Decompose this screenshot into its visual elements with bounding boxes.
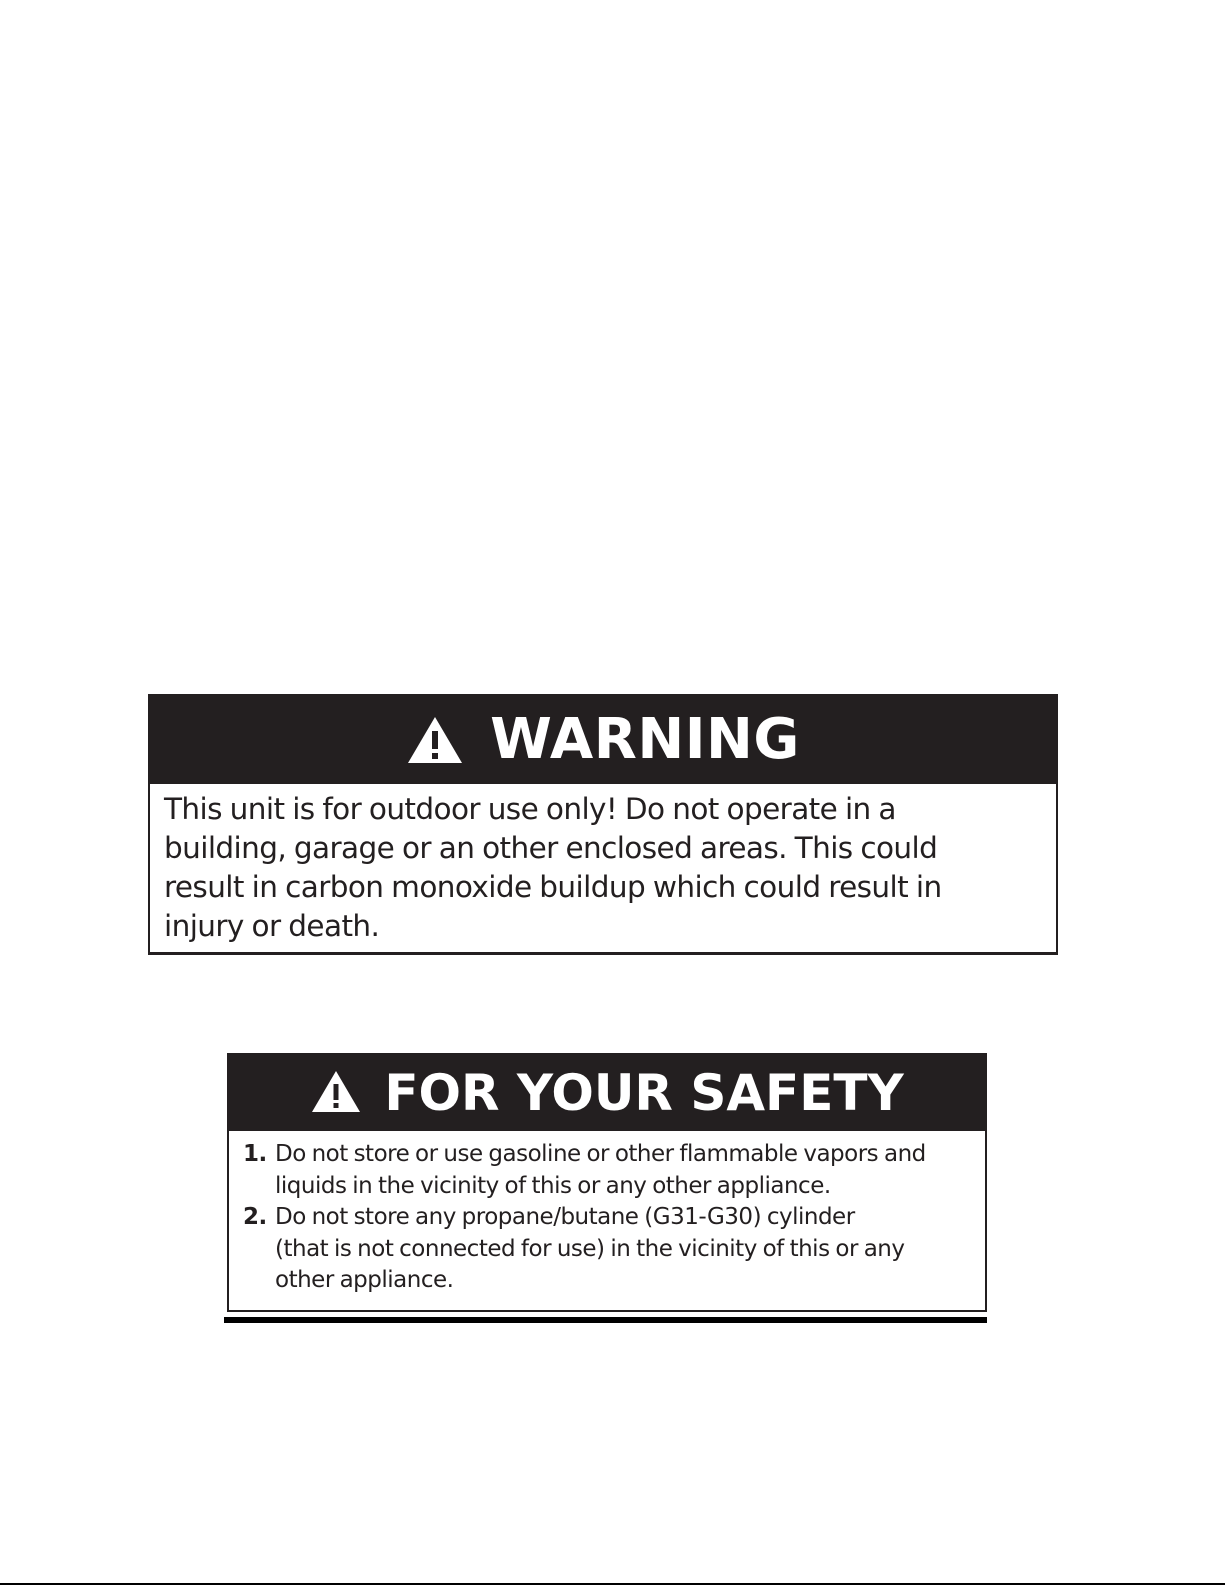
item-line: Do not store any propane/butane (G31-G30) cylinder — [275, 1204, 855, 1230]
safety-text — [229, 1131, 985, 1297]
list-item — [243, 1139, 975, 1202]
safety-header — [229, 1055, 985, 1131]
item-number: 2. — [243, 1204, 267, 1230]
warning-line: injury or death. — [164, 909, 380, 943]
warning-text — [150, 784, 1056, 946]
warning-line: result in carbon monoxide buildup which could result in — [164, 870, 942, 904]
warning-title: WARNING — [490, 707, 800, 772]
alert-triangle-icon — [310, 1069, 362, 1118]
item-line: liquids in the vicinity of this or any other appliance. — [275, 1172, 831, 1199]
warning-box — [148, 694, 1058, 955]
alert-triangle-icon — [406, 715, 464, 765]
item-line: (that is not connected for use) in the vicinity of this or any — [275, 1235, 905, 1262]
item-line: other appliance. — [275, 1267, 454, 1293]
safety-title: FOR YOUR SAFETY — [384, 1064, 904, 1122]
warning-line: This unit is for outdoor use only! Do not operate in a — [164, 792, 896, 826]
warning-line: building, garage or an other enclosed areas. This could — [164, 831, 938, 865]
item-number: 1. — [243, 1141, 267, 1167]
safety-list — [243, 1139, 975, 1297]
warning-header — [150, 696, 1056, 784]
list-item — [243, 1202, 975, 1297]
safety-box — [227, 1053, 987, 1312]
item-line: Do not store or use gasoline or other flammable vapors and — [275, 1141, 926, 1167]
divider — [224, 1317, 987, 1323]
